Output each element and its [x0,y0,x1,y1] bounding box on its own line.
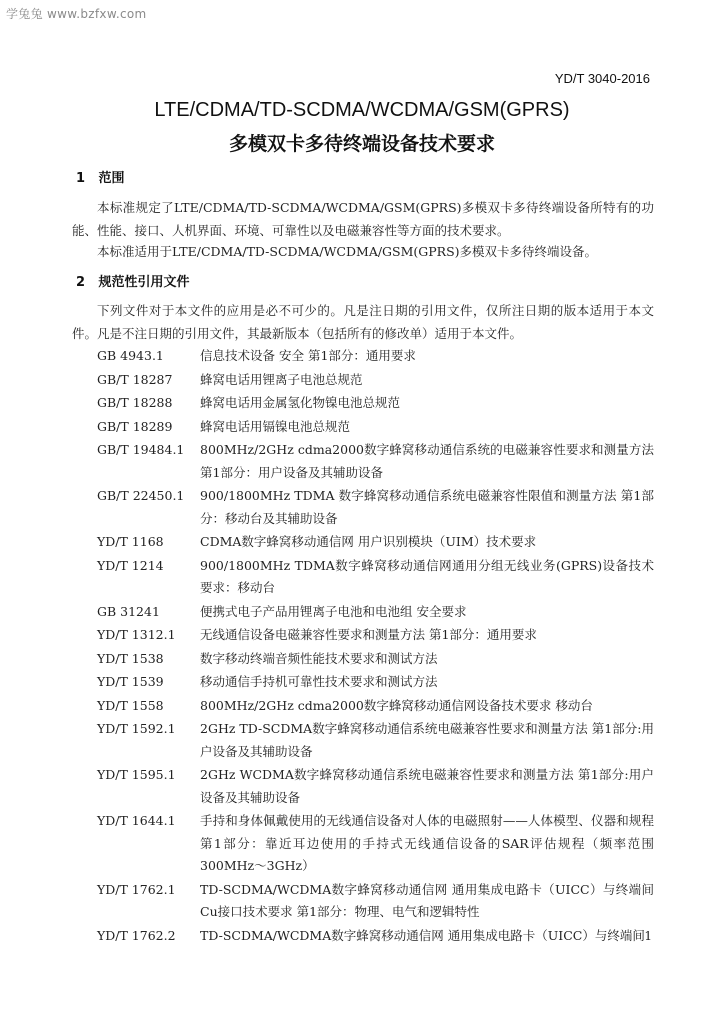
reference-item [0,416,724,439]
reference-item [0,879,724,924]
reference-title: 无线通信设备电磁兼容性要求和测量方法 第1部分：通用要求 [200,627,537,642]
reference-item [0,695,724,718]
reference-code: YD/T 1539 [97,674,164,689]
section-title: 范围 [98,171,125,186]
reference-title: TD-SCDMA/WCDMA数字蜂窝移动通信网 通用集成电路卡（UICC）与终端间 [200,927,645,943]
reference-item [0,624,724,647]
reference-item [0,648,724,671]
reference-item [0,601,724,624]
reference-code: GB/T 22450.1 [97,488,185,503]
reference-title: 便携式电子产品用锂离子电池和电池组 安全要求 [200,603,467,619]
watermark: 学兔兔 www.bzfxw.com [6,7,147,21]
reference-item [0,764,724,809]
reference-title: 蜂窝电话用金属氢化物镍电池总规范 [200,395,401,410]
reference-code: GB 31241 [97,603,160,619]
page-number: 1 [644,929,652,943]
reference-title: 蜂窝电话用镉镍电池总规范 [200,418,351,434]
reference-title: 2GHz TD-SCDMA数字蜂窝移动通信系统电磁兼容性要求和测量方法 第1部分:用户设备及其辅助设备 [200,721,654,759]
scope-paragraph-2: 本标准适用于LTE/CDMA/TD-SCDMA/WCDMA/GSM(GPRS)多模双卡多待终端设备。 [97,244,598,259]
document-title-line1: LTE/CDMA/TD-SCDMA/WCDMA/GSM(GPRS) [154,99,570,121]
reference-list [0,345,724,948]
reference-item [0,925,724,948]
section-title: 规范性引用文件 [98,275,190,290]
normative-references-intro: 下列文件对于本文件的应用是必不可少的。凡是注日期的引用文件，仅所注日期的版本适用于本文件。凡是不注日期的引用文件，其最新版本（包括所有的修改单）适用于本文件。 [72,303,654,341]
reference-item [0,485,724,530]
reference-code: YD/T 1762.2 [97,927,176,943]
reference-code: YD/T 1214 [97,557,164,573]
reference-title: 手持和身体佩戴使用的无线通信设备对人体的电磁照射——人体模型、仪器和规程 第1部分：靠近耳边使用的手持式无线通信设备的SAR评估规程（频率范围300MHz～3GHz） [200,813,654,873]
reference-code: GB/T 19484.1 [97,442,185,457]
reference-code: YD/T 1558 [97,697,164,713]
reference-item [0,439,724,484]
section-1-heading [76,167,125,186]
reference-code: YD/T 1538 [97,650,164,666]
reference-title: 900/1800MHz TDMA 数字蜂窝移动通信系统电磁兼容性限值和测量方法 第1部分：移动台及其辅助设备 [200,488,654,526]
document-title-line2: 多模双卡多待终端设备技术要求 [228,133,495,155]
reference-title: TD-SCDMA/WCDMA数字蜂窝移动通信网 通用集成电路卡（UICC）与终端间Cu接口技术要求 第1部分：物理、电气和逻辑特性 [200,881,654,919]
reference-item [0,369,724,392]
reference-item [0,555,724,600]
reference-title: 蜂窝电话用锂离子电池总规范 [200,371,363,387]
scope-paragraph-1: 本标准规定了LTE/CDMA/TD-SCDMA/WCDMA/GSM(GPRS)多模双卡多待终端设备所特有的功能、性能、接口、人机界面、环境、可靠性以及电磁兼容性等方面的技术要求。 [72,200,654,238]
reference-title: 800MHz/2GHz cdma2000数字蜂窝移动通信系统的电磁兼容性要求和测量方法 第1部分：用户设备及其辅助设备 [200,442,654,480]
reference-code: YD/T 1762.1 [97,881,176,897]
reference-item [0,718,724,763]
section-number: 1 [76,171,86,186]
reference-code: YD/T 1595.1 [97,767,176,782]
reference-title: CDMA数字蜂窝移动通信网 用户识别模块（UIM）技术要求 [200,534,537,549]
reference-code: YD/T 1312.1 [97,627,176,642]
reference-item [0,345,724,368]
reference-title: 数字移动终端音频性能技术要求和测试方法 [200,650,438,666]
reference-code: GB/T 18287 [97,371,173,387]
reference-title: 信息技术设备 安全 第1部分：通用要求 [200,348,416,363]
reference-item [0,671,724,694]
reference-code: GB 4943.1 [97,348,164,363]
reference-item [0,810,724,878]
reference-code: GB/T 18289 [97,418,173,434]
reference-title: 800MHz/2GHz cdma2000数字蜂窝移动通信网设备技术要求 移动台 [200,697,593,713]
reference-title: 移动通信手持机可靠性技术要求和测试方法 [200,674,438,689]
reference-code: YD/T 1644.1 [97,813,176,828]
reference-code: YD/T 1592.1 [97,721,176,736]
reference-item [0,392,724,415]
section-number: 2 [76,275,86,290]
reference-code: GB/T 18288 [97,395,173,410]
reference-title: 900/1800MHz TDMA数字蜂窝移动通信网通用分组无线业务(GPRS)设备技术要求：移动台 [200,557,654,595]
reference-code: YD/T 1168 [97,534,164,549]
reference-title: 2GHz WCDMA数字蜂窝移动通信系统电磁兼容性要求和测量方法 第1部分:用户设备及其辅助设备 [200,767,654,805]
standard-code: YD/T 3040-2016 [554,71,650,86]
section-2-heading [76,271,190,290]
reference-item [0,531,724,554]
